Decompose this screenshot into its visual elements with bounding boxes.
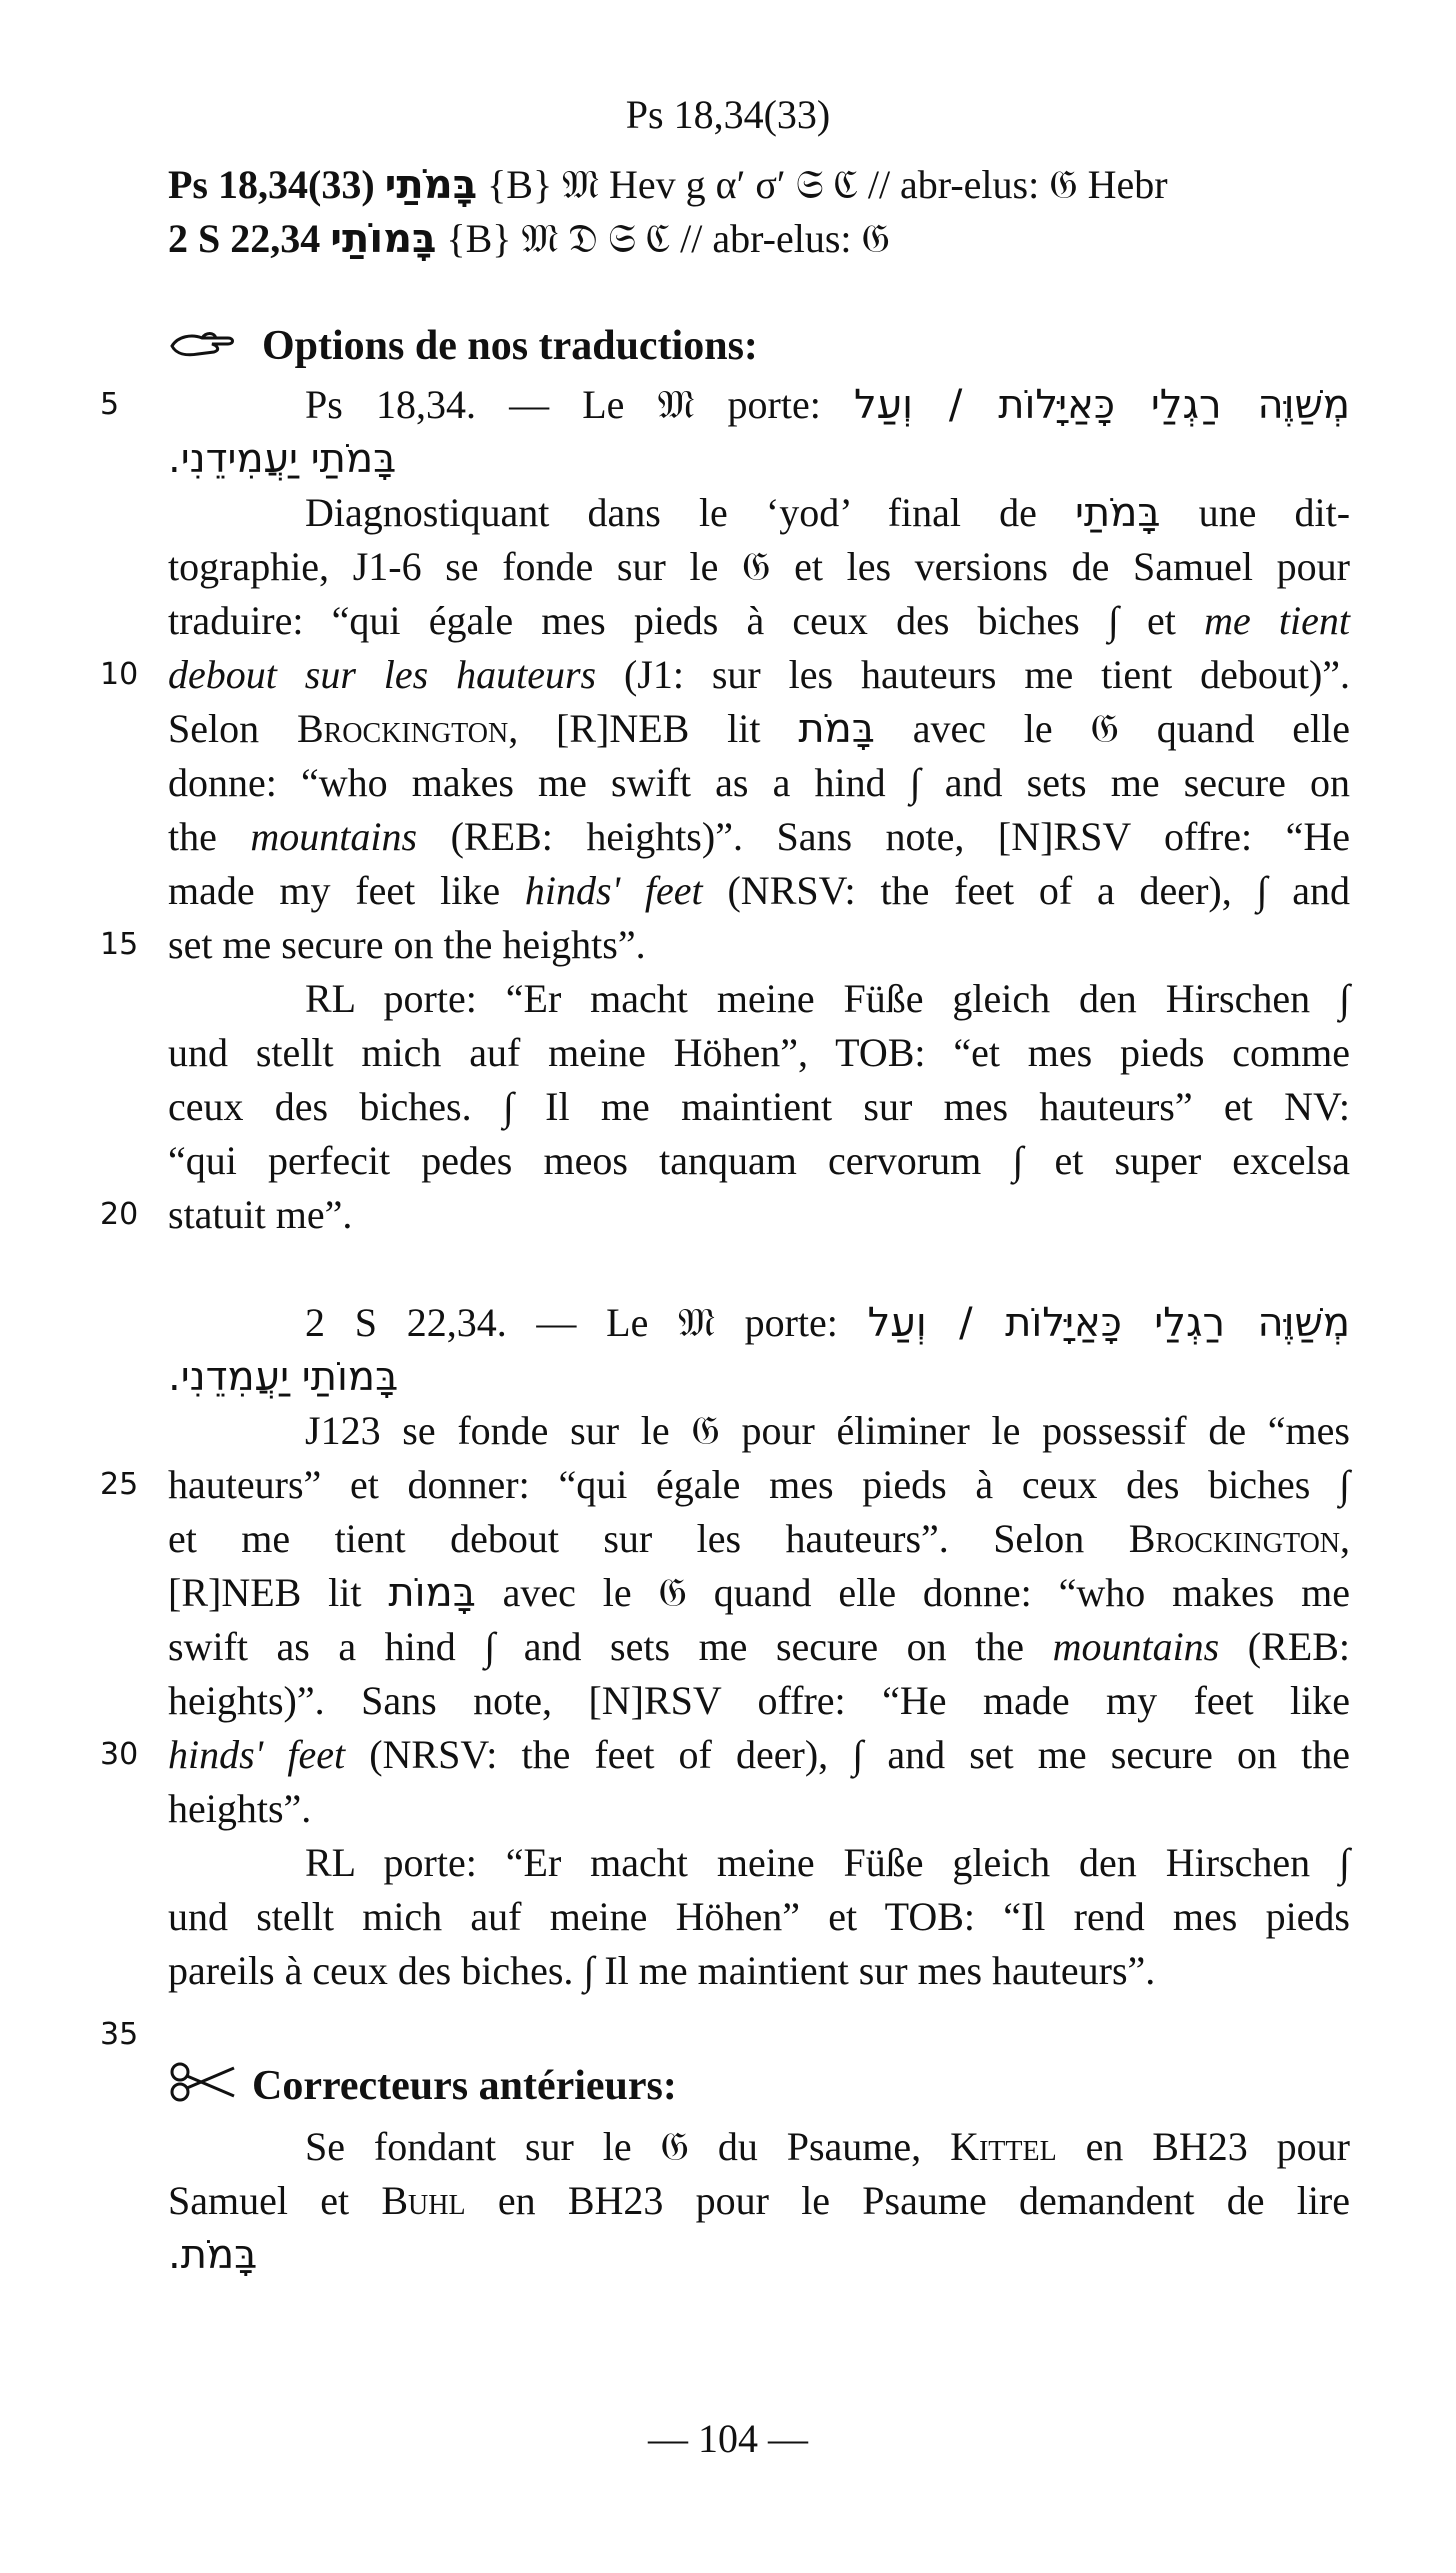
hebrew-text: בָּמֹת [798, 706, 875, 752]
text-line: 2 S 22,34. — Le 𝔐 porte: מְשַׁוֶּה רַגְלַי כָּאַיָּלוֹת / וְעַל [305, 1300, 1351, 1346]
correcteurs-heading [168, 2058, 677, 2117]
line-number-5: 5 [100, 387, 120, 422]
apparatus-line-2 [168, 212, 1350, 266]
text-line: Se fondant sur le 𝔊 du Psaume, Kittel en BH23 pour [305, 2124, 1350, 2169]
scissors-icon [168, 2061, 238, 2117]
text-line [168, 2228, 1350, 2282]
hebrew-text: בָּמֹתַי [1074, 490, 1161, 536]
text-line [168, 432, 1350, 486]
author-name: Brockington [1128, 1516, 1341, 1561]
hebrew-text: מְשַׁוֶּה רַגְלַי כָּאַיָּלוֹת / וְעַל [867, 1300, 1351, 1346]
text-line: traduire: “qui égale mes pieds à ceux des biches ∫ et me tient [168, 598, 1350, 643]
text-line: set me secure on the heights”. [168, 922, 646, 967]
hebrew-text: בָּמֹתַי יַעֲמִידֵנִי. [168, 436, 397, 482]
line-number-35: 35 [100, 2017, 139, 2052]
options-heading-text: Options de nos traductions: [262, 323, 758, 369]
author-name: Brockington [296, 706, 509, 751]
line-number-30: 30 [100, 1737, 139, 1772]
text-line: RL porte: “Er macht meine Füße gleich den Hirschen ∫ [305, 976, 1350, 1021]
text-line: “qui perfecit pedes meos tanquam cervorum ∫ et super excelsa [168, 1138, 1350, 1183]
text-line: debout sur les hauteurs (J1: sur les hauteurs me tient debout)”. [168, 652, 1351, 697]
line-number-20: 20 [100, 1197, 139, 1232]
text-line: hauteurs” et donner: “qui égale mes pieds à ceux des biches ∫ [168, 1462, 1350, 1507]
text-line: hinds' feet (NRSV: the feet of deer), ∫ and set me secure on the [168, 1732, 1351, 1777]
text-line: und stellt mich auf meine Höhen” et TOB: “Il rend mes pieds [168, 1894, 1350, 1939]
text-line: Selon Brockington, [R]NEB lit בָּמֹת avec le 𝔊 quand elle [168, 706, 1351, 752]
page-number: — 104 — [648, 2416, 808, 2461]
line-number-15: 15 [100, 927, 139, 962]
running-header: Ps 18,34(33) [625, 92, 831, 137]
author-name: Kittel [950, 2124, 1057, 2169]
text-line: et me tient debout sur les hauteurs”. Selon Brockington, [168, 1516, 1351, 1561]
text-line: heights”. [168, 1786, 312, 1831]
apparatus-ref-ps: Ps 18,34(33) [168, 162, 375, 207]
apparatus-line-1 [168, 158, 1350, 212]
apparatus-hebrew-ps: בָּמֹתַי [384, 162, 478, 208]
hebrew-text: בָּמֹת. [168, 2232, 258, 2278]
options-heading [168, 318, 758, 377]
text-line: RL porte: “Er macht meine Füße gleich den Hirschen ∫ [305, 1840, 1350, 1885]
correcteurs-heading-text: Correcteurs antérieurs: [252, 2063, 677, 2109]
apparatus-witnesses-ps: {B} 𝔐 Hev g α′ σ′ 𝔖 ℭ // abr-elus: 𝔊 Hebr [487, 162, 1168, 207]
author-name: Buhl [381, 2178, 466, 2223]
text-line: Samuel et Buhl en BH23 pour le Psaume demandent de lire [168, 2178, 1351, 2223]
text-line: Ps 18,34. — Le 𝔐 porte: מְשַׁוֶּה רַגְלַי כָּאַיָּלוֹת / וְעַל [305, 382, 1351, 428]
text-line: made my feet like hinds' feet (NRSV: the feet of a deer), ∫ and [168, 868, 1351, 913]
line-number-25: 25 [100, 1467, 139, 1502]
text-line: J123 se fonde sur le 𝔊 pour éliminer le possessif de “mes [305, 1408, 1350, 1453]
text-line: Diagnostiquant dans le ‘yod’ final de בָּמֹתַי une dit- [305, 490, 1351, 536]
hebrew-text: בָּמוֹת [388, 1570, 476, 1616]
text-line: statuit me”. [168, 1192, 353, 1237]
text-line: [R]NEB lit בָּמוֹת avec le 𝔊 quand elle donne: “who makes me [168, 1570, 1350, 1616]
text-line: ceux des biches. ∫ Il me maintient sur mes hauteurs” et NV: [168, 1084, 1350, 1129]
text-line: donne: “who makes me swift as a hind ∫ and sets me secure on [168, 760, 1350, 805]
line-number-10: 10 [100, 657, 139, 692]
text-line: heights)”. Sans note, [N]RSV offre: “He made my feet like [168, 1678, 1350, 1723]
text-line [168, 1350, 1350, 1404]
apparatus-hebrew-sam: בָּמוֹתַי [330, 216, 437, 262]
text-line: swift as a hind ∫ and sets me secure on the mountains (REB: [168, 1624, 1351, 1669]
text-line: the mountains (REB: heights)”. Sans note, [N]RSV offre: “He [168, 814, 1351, 859]
text-line: und stellt mich auf meine Höhen”, TOB: “et mes pieds comme [168, 1030, 1350, 1075]
hebrew-text: בָּמוֹתַי יַעֲמִדֵנִי. [168, 1354, 399, 1400]
text-line: pareils à ceux des biches. ∫ Il me maintient sur mes hauteurs”. [168, 1948, 1156, 1993]
apparatus-witnesses-sam: {B} 𝔐 𝔇 𝔖 ℭ // abr-elus: 𝔊 [446, 216, 890, 261]
text-line: tographie, J1-6 se fonde sur le 𝔊 et les versions de Samuel pour [168, 544, 1350, 589]
pointing-hand-icon [168, 321, 248, 377]
apparatus-ref-sam: 2 S 22,34 [168, 216, 321, 261]
hebrew-text: מְשַׁוֶּה רַגְלַי כָּאַיָּלוֹת / וְעַל [853, 382, 1351, 428]
